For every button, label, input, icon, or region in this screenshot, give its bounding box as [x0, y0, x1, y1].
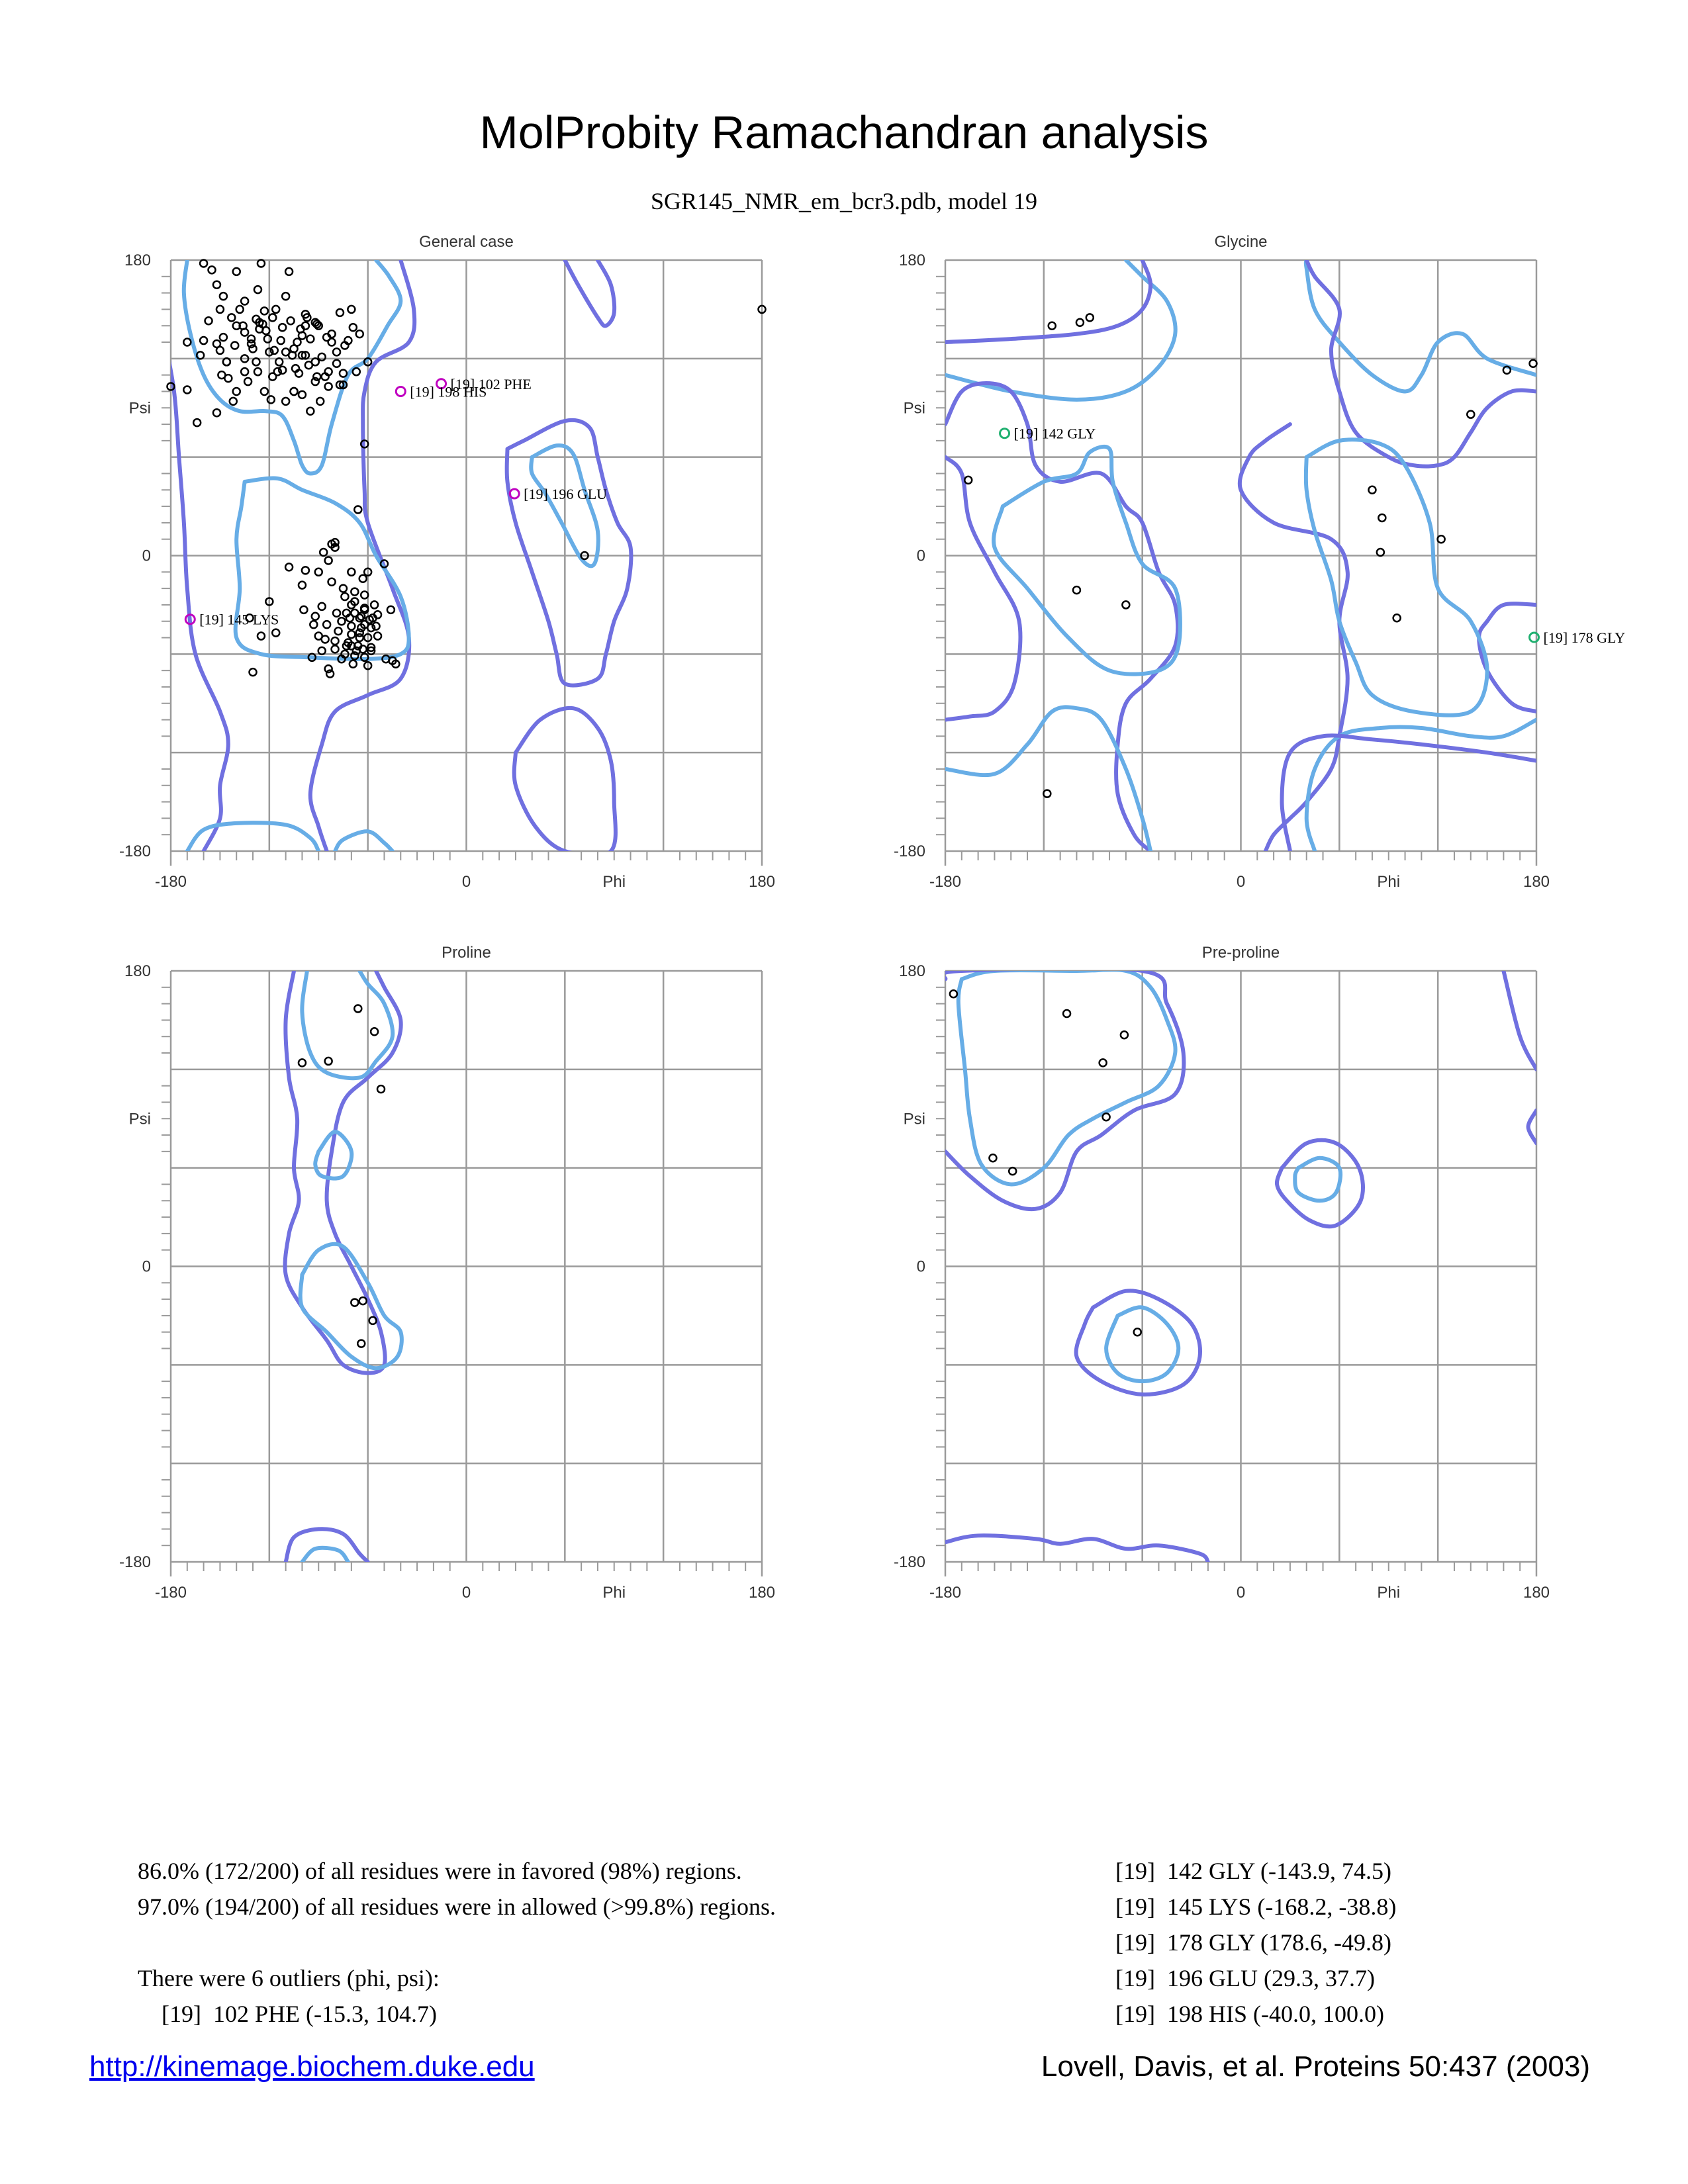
- outlier-point: [510, 489, 519, 498]
- outlier-label: [19] 196 GLU: [524, 485, 608, 502]
- plot-panel: [119, 233, 775, 891]
- data-point: [354, 1005, 361, 1013]
- x-tick-label: 0: [1236, 873, 1246, 891]
- allowed-contour: [1277, 1140, 1363, 1226]
- data-point: [279, 324, 286, 331]
- data-point: [1393, 614, 1401, 621]
- y-tick-label: 180: [124, 251, 151, 269]
- data-point: [236, 306, 244, 313]
- x-axis-label: Phi: [1377, 1584, 1401, 1602]
- data-point: [325, 1058, 332, 1065]
- y-axis-label: Psi: [128, 399, 151, 418]
- data-point: [351, 1299, 358, 1306]
- data-point: [354, 506, 361, 514]
- data-point: [1134, 1328, 1141, 1336]
- data-point: [1076, 319, 1084, 326]
- data-point: [224, 375, 232, 382]
- data-point: [216, 347, 224, 354]
- data-point: [277, 337, 285, 344]
- data-point: [228, 314, 235, 321]
- x-tick-label: -180: [929, 873, 962, 891]
- outlier-text: [19] 102 PHE (-15.3, 104.7): [162, 2001, 437, 2027]
- data-point: [371, 1028, 378, 1035]
- data-point: [285, 268, 293, 275]
- data-point: [323, 621, 330, 628]
- data-point: [250, 668, 257, 676]
- data-point: [318, 603, 326, 610]
- data-point: [359, 1297, 367, 1304]
- allowed-contour: [945, 457, 1020, 720]
- data-point: [353, 368, 360, 375]
- allowed-contour: [945, 1535, 1208, 1562]
- data-point: [350, 660, 357, 668]
- data-point: [374, 633, 381, 640]
- favored-contour: [302, 971, 393, 1078]
- x-tick-label: 180: [1523, 1584, 1550, 1602]
- y-tick-label: 0: [142, 547, 151, 565]
- data-point: [333, 360, 340, 367]
- data-point: [325, 557, 332, 564]
- x-tick-label: 0: [461, 873, 471, 891]
- data-point: [1100, 1059, 1107, 1066]
- data-point: [310, 621, 317, 628]
- data-point: [233, 268, 240, 275]
- data-point: [261, 307, 268, 314]
- data-point: [333, 348, 340, 355]
- x-tick-label: -180: [929, 1584, 962, 1602]
- x-tick-label: 0: [1236, 1584, 1246, 1602]
- data-point: [285, 563, 293, 570]
- x-axis-label: Phi: [602, 873, 626, 891]
- data-point: [348, 306, 355, 313]
- spacer: [138, 1925, 776, 1960]
- data-point: [213, 281, 220, 289]
- outlier-label: [19] 198 HIS: [410, 383, 487, 400]
- plot-panel: [894, 233, 1625, 891]
- data-point: [356, 330, 363, 338]
- outlier-label: [19] 142 GLY: [1013, 425, 1096, 442]
- data-point: [315, 633, 322, 640]
- plot-panel: [894, 944, 1550, 1602]
- data-point: [964, 477, 972, 484]
- x-tick-label: 0: [461, 1584, 471, 1602]
- data-point: [338, 617, 345, 625]
- contour-group: [942, 968, 1536, 1562]
- data-point: [209, 266, 216, 273]
- data-point: [1049, 322, 1056, 330]
- outlier-line: [19] 145 LYS (-168.2, -38.8): [1115, 1893, 1397, 1920]
- data-point: [350, 324, 357, 331]
- data-point: [371, 601, 378, 608]
- data-point: [183, 386, 191, 393]
- statistics: [138, 1853, 776, 2032]
- data-point: [248, 336, 255, 343]
- data-point: [306, 336, 314, 343]
- data-point: [254, 286, 261, 293]
- data-point: [254, 368, 261, 375]
- y-tick-label: 180: [124, 962, 151, 980]
- allowed-contour: [565, 260, 614, 326]
- data-point: [200, 337, 207, 344]
- allowed-contour: [1528, 1111, 1536, 1144]
- data-point: [1122, 601, 1129, 608]
- data-point: [356, 614, 363, 621]
- data-point: [282, 398, 289, 405]
- y-axis-label: Psi: [903, 399, 925, 418]
- outlier-intro: There were 6 outliers (phi, psi):: [138, 1965, 440, 1991]
- plot-title: Pre-proline: [1201, 944, 1280, 962]
- data-point: [300, 606, 307, 614]
- data-point: [333, 610, 340, 617]
- x-tick-label: 180: [748, 1584, 776, 1602]
- data-point: [241, 298, 248, 305]
- favored-contour: [1306, 439, 1487, 715]
- favored-contour: [1295, 1158, 1340, 1201]
- data-point: [261, 388, 268, 395]
- data-point: [287, 317, 295, 324]
- data-point: [231, 341, 238, 349]
- data-point: [387, 606, 395, 614]
- allowed-contour: [945, 260, 1150, 342]
- data-point: [950, 990, 957, 997]
- outlier-line: [19] 142 GLY (-143.9, 74.5): [1115, 1858, 1391, 1884]
- data-point: [267, 396, 275, 403]
- data-point: [299, 1059, 306, 1066]
- data-point: [989, 1154, 996, 1161]
- data-point: [335, 627, 342, 635]
- plot-title: Proline: [442, 944, 491, 962]
- data-point: [233, 388, 240, 395]
- data-point: [241, 368, 248, 375]
- data-point: [316, 398, 324, 405]
- data-point: [348, 631, 355, 638]
- kinemage-link[interactable]: http://kinemage.biochem.duke.edu: [89, 2050, 535, 2083]
- data-point: [230, 398, 237, 405]
- data-point: [213, 409, 220, 416]
- data-point: [205, 317, 212, 324]
- favored-contour: [302, 1548, 348, 1562]
- x-axis-label: Phi: [602, 1584, 626, 1602]
- y-tick-label: 0: [916, 547, 925, 565]
- y-axis-label: Psi: [903, 1110, 925, 1128]
- y-tick-label: 180: [898, 251, 925, 269]
- outlier-point: [1000, 429, 1009, 438]
- data-point: [332, 637, 339, 645]
- data-point: [1063, 1010, 1070, 1017]
- favored-contour: [945, 260, 1176, 400]
- y-tick-label: 0: [916, 1257, 925, 1276]
- favored-contour: [335, 831, 393, 851]
- outlier-line: [138, 1996, 776, 2032]
- data-point: [193, 419, 201, 426]
- data-point: [272, 629, 279, 637]
- data-point: [1073, 586, 1080, 594]
- x-tick-label: 180: [748, 873, 776, 891]
- data-point: [348, 623, 355, 630]
- y-tick-label: -180: [893, 1553, 925, 1571]
- favored-contour: [1306, 260, 1536, 391]
- contour-group: [154, 260, 631, 856]
- data-point: [1103, 1113, 1110, 1120]
- page-subtitle: SGR145_NMR_em_bcr3.pdb, model 19: [651, 188, 1037, 214]
- y-tick-label: -180: [893, 842, 925, 860]
- y-tick-label: 180: [898, 962, 925, 980]
- data-point: [325, 383, 332, 390]
- allowed-stat: 97.0% (194/200) of all residues were in allowed (>99.8%) regions.: [138, 1893, 776, 1920]
- data-point: [1378, 514, 1385, 522]
- favored-stat: 86.0% (172/200) of all residues were in favored (98%) regions.: [138, 1858, 742, 1884]
- outlier-line: [19] 198 HIS (-40.0, 100.0): [1115, 2001, 1384, 2027]
- outlier-line: [19] 196 GLU (29.3, 37.7): [1115, 1965, 1375, 1991]
- data-point: [348, 569, 355, 576]
- y-tick-label: -180: [118, 1553, 151, 1571]
- data-point: [340, 585, 347, 592]
- data-point: [1467, 411, 1474, 418]
- data-point: [377, 1085, 385, 1093]
- x-tick-label: 180: [1523, 873, 1550, 891]
- outlier-label: [19] 145 LYS: [199, 611, 279, 628]
- x-tick-label: -180: [154, 1584, 187, 1602]
- x-tick-label: -180: [154, 873, 187, 891]
- data-point: [359, 575, 367, 582]
- data-point: [306, 408, 314, 415]
- data-point: [220, 334, 227, 341]
- data-point: [351, 588, 358, 596]
- allowed-contour: [1240, 424, 1348, 851]
- data-point: [312, 613, 319, 620]
- data-point: [264, 336, 271, 343]
- data-point: [315, 569, 322, 576]
- data-point: [1121, 1031, 1128, 1038]
- data-point: [1086, 314, 1094, 321]
- data-point: [357, 1340, 365, 1347]
- plot-title: General case: [419, 233, 514, 251]
- data-point: [1368, 486, 1376, 494]
- outlier-point: [396, 387, 405, 396]
- allowed-contour: [507, 420, 632, 686]
- data-point: [318, 353, 326, 361]
- data-point: [299, 582, 306, 589]
- data-point: [183, 339, 191, 346]
- page-title: MolProbity Ramachandran analysis: [479, 107, 1209, 158]
- allowed-contour: [1503, 971, 1536, 1069]
- data-point: [272, 306, 279, 313]
- plot-title: Glycine: [1214, 233, 1268, 251]
- data-point: [336, 309, 344, 316]
- citation: Lovell, Davis, et al. Proteins 50:437 (2003): [1041, 2050, 1590, 2083]
- data-point: [282, 293, 289, 300]
- data-point: [216, 306, 224, 313]
- allowed-contour: [942, 968, 1184, 1209]
- y-tick-label: 0: [142, 1257, 151, 1276]
- data-point: [258, 633, 265, 640]
- y-tick-label: -180: [118, 842, 151, 860]
- x-axis-label: Phi: [1377, 873, 1401, 891]
- data-point: [291, 388, 298, 395]
- data-point: [340, 370, 347, 377]
- outlier-list: [1115, 1853, 1396, 2032]
- data-point: [299, 391, 306, 398]
- data-point: [341, 593, 348, 600]
- data-point: [244, 378, 252, 385]
- data-point: [328, 578, 336, 586]
- outlier-label: [19] 178 GLY: [1543, 629, 1626, 647]
- plot-panel: [119, 944, 775, 1602]
- y-axis-label: Psi: [128, 1110, 151, 1128]
- allowed-contour: [286, 1529, 368, 1562]
- outlier-label: [19] 102 PHE: [450, 375, 532, 392]
- outlier-line: [19] 178 GLY (178.6, -49.8): [1115, 1929, 1391, 1956]
- favored-contour: [1307, 720, 1536, 851]
- data-point: [302, 567, 309, 574]
- data-point: [220, 293, 227, 300]
- outlier-point: [1530, 633, 1539, 642]
- data-point: [332, 645, 339, 653]
